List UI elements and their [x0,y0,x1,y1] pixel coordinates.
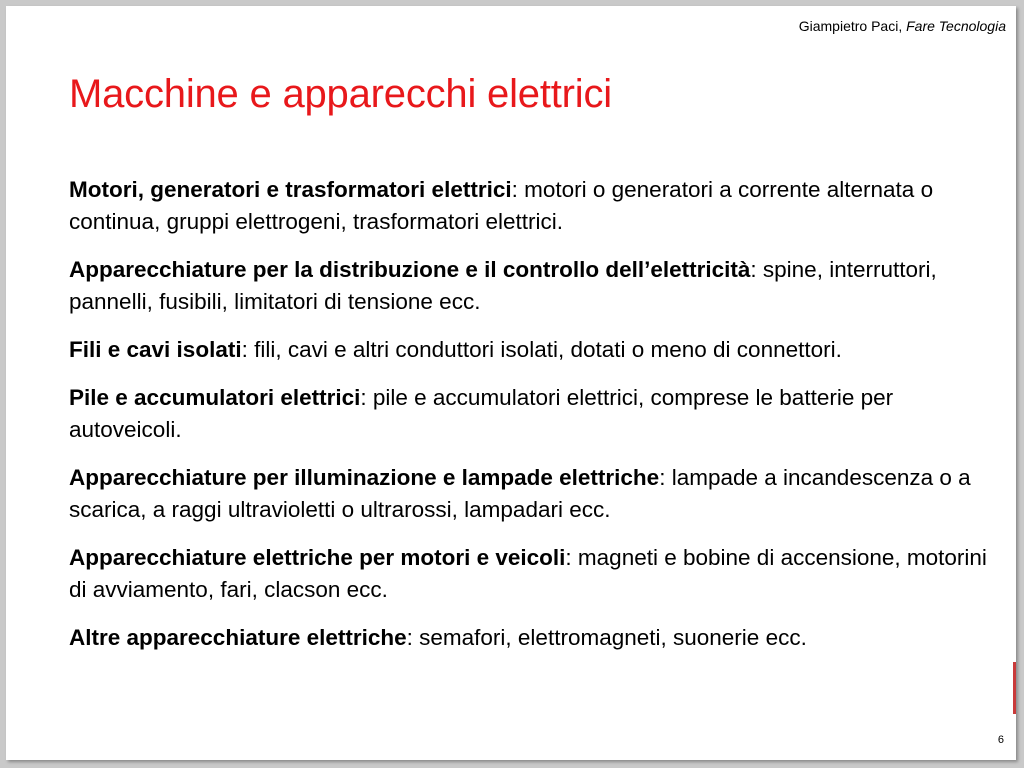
item-description: : lampade a incandescenza o a scarica, a raggi ultravioletti o ultrarossi, lampadari ecc. [69,465,971,522]
slide-content [69,174,1009,670]
item-term: Fili e cavi isolati [69,337,242,362]
edge-mark [1013,662,1016,714]
list-item [69,622,1009,654]
item-description: : pile e accumulatori elettrici, comprese le batterie per autoveicoli. [69,385,894,442]
list-item [69,334,1009,366]
slide-title: Macchine e apparecchi elettrici [69,72,612,116]
header-book-title: Fare Tecnologia [906,18,1006,34]
list-item [69,174,1009,238]
item-term: Motori, generatori e trasformatori elettrici [69,177,512,202]
page-number: 6 [997,734,1004,746]
list-item [69,462,1009,526]
item-term: Apparecchiature per la distribuzione e il controllo dell’elettricità [69,257,751,282]
item-term: Altre apparecchiature elettriche [69,625,407,650]
item-description: : spine, interruttori, pannelli, fusibili, limitatori di tensione ecc. [69,257,937,314]
list-item [69,254,1009,318]
item-description: : motori o generatori a corrente alternata o continua, gruppi elettrogeni, trasformatori elettrici. [69,177,934,234]
item-description: : magneti e bobine di accensione, motorini di avviamento, fari, clacson ecc. [69,545,987,602]
item-description: : fili, cavi e altri conduttori isolati, dotati o meno di connettori. [241,337,842,362]
list-item [69,382,1009,446]
slide-header [799,18,1006,34]
list-item [69,542,1009,606]
item-term: Apparecchiature per illuminazione e lampade elettriche [69,465,660,490]
slide [6,6,1016,760]
item-term: Pile e accumulatori elettrici [69,385,361,410]
header-author: Giampietro Paci, [798,18,903,34]
item-description: : semafori, elettromagneti, suonerie ecc. [406,625,807,650]
item-term: Apparecchiature elettriche per motori e veicoli [69,545,566,570]
